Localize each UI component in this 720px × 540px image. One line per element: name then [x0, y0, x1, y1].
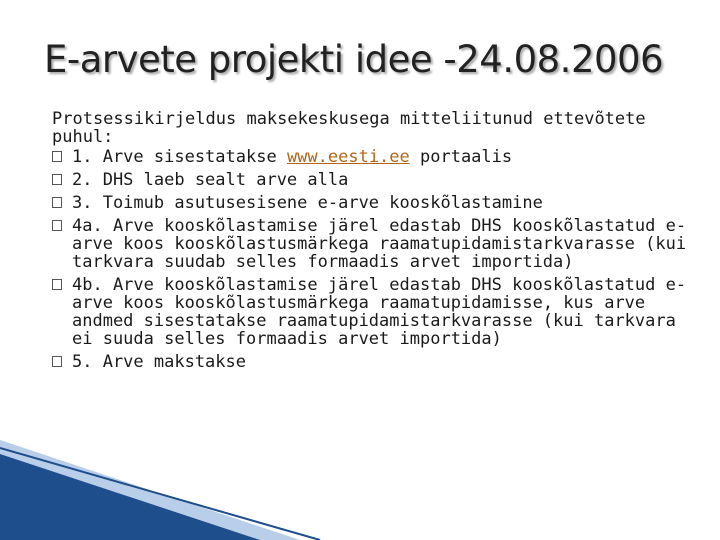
checkbox-square-icon: [52, 356, 62, 367]
bullet-text: 4b. Arve kooskõlastamise järel edastab DHS kooskõlastatud e-arve koos kooskõlastusmärkega raamatupidamisse, kus arve andmed sisestatakse raamatupidamistarkvarasse (kui tarkvara ei suuda selles formaadis arvet importida): [72, 275, 687, 349]
bullet-text-prefix: 1. Arve sisestatakse: [72, 147, 287, 167]
intro-text: Protsessikirjeldus maksekeskusega mitteliitunud ettevõtete puhul:: [52, 109, 646, 147]
slide-title: E-arvete projekti idee -24.08.2006: [44, 38, 664, 81]
list-item: [52, 171, 692, 189]
eesti-portal-link[interactable]: www.eesti.ee: [286, 147, 410, 167]
bullet-text: 4a. Arve kooskõlastamise järel edastab DHS kooskõlastatud e-arve koos kooskõlastusmärkega raamatupidamistarkvarasse (kui tarkvara suudab selles formaadis arvet importida): [72, 216, 687, 272]
checkbox-square-icon: [52, 197, 62, 208]
list-item: [52, 194, 692, 212]
bullet-text: 2. DHS laeb sealt arve alla: [72, 170, 349, 190]
checkbox-square-icon: [52, 220, 62, 231]
checkbox-square-icon: [52, 174, 62, 185]
slide-body: [52, 110, 692, 376]
list-item: [52, 217, 692, 271]
corner-decoration: [0, 440, 340, 540]
bullet-text-suffix: portaalis: [409, 147, 513, 167]
list-item: [52, 276, 692, 348]
checkbox-square-icon: [52, 151, 62, 162]
bullet-text: 5. Arve makstakse: [72, 352, 246, 372]
list-item: [52, 353, 692, 371]
bullet-list: [52, 148, 692, 371]
bullet-text: 3. Toimub asutusesisene e-arve kooskõlastamine: [72, 193, 543, 213]
list-item: [52, 148, 692, 166]
checkbox-square-icon: [52, 279, 62, 290]
